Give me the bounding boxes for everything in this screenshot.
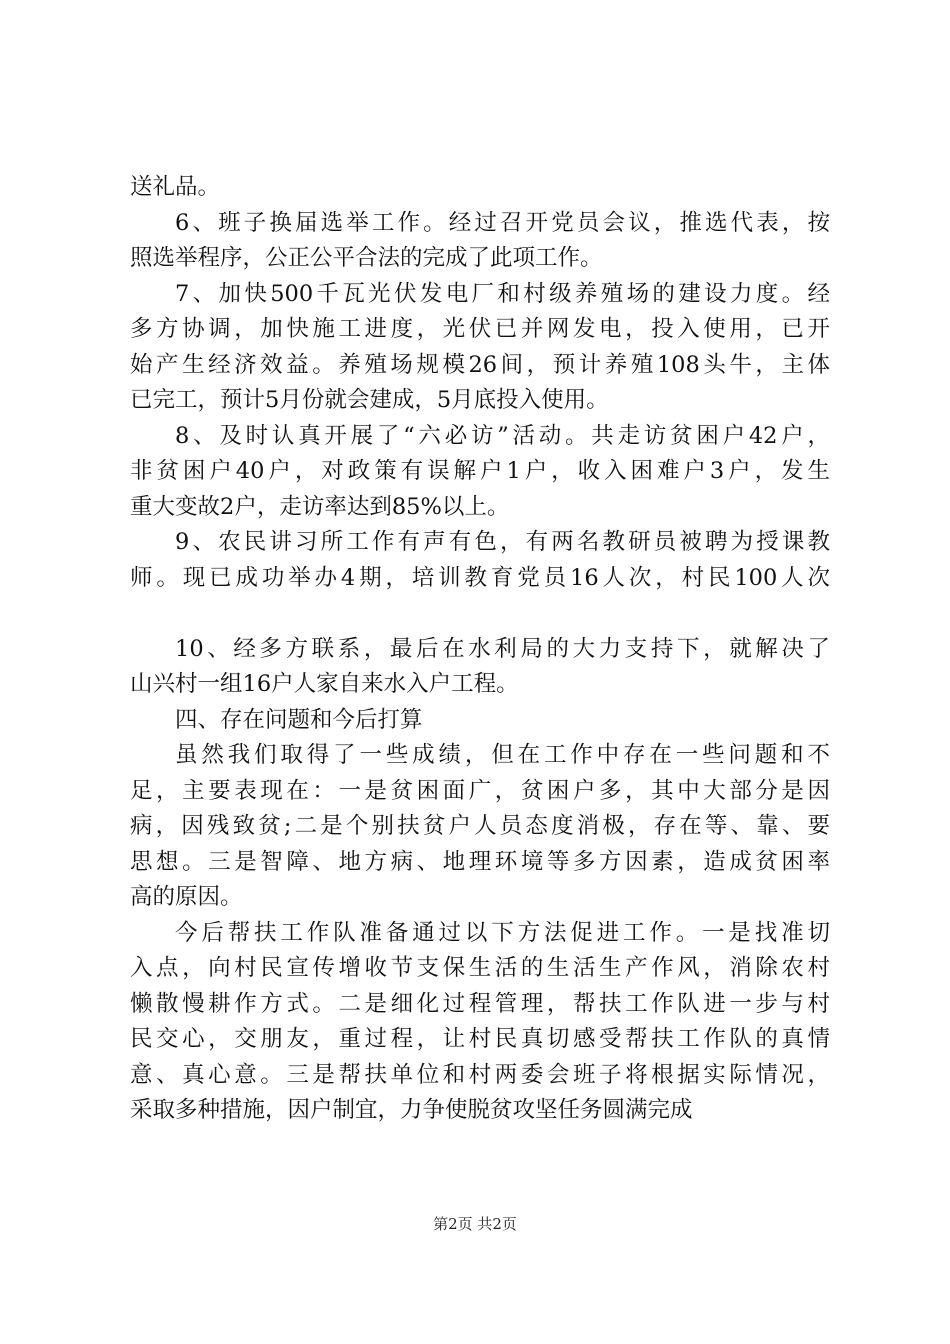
text-line: 重大变故2户，走访率达到85%以上。	[130, 493, 510, 520]
text-line: 已完工，预计5月份就会建成，5月底投入使用。	[130, 387, 609, 413]
text-line: 多方协调，加快施工进度，光伏已并网发电，投入使用，已开	[130, 316, 830, 342]
document-body	[130, 170, 830, 1129]
text-line: 今后帮扶工作队准备通过以下方法促进工作。一是找准切	[175, 919, 830, 946]
text-line: 非贫困户40户，对政策有误解户1户，收入困难户3户，发生	[130, 458, 830, 484]
text-line: 山兴村一组16户人家自来水入户工程。	[130, 671, 519, 697]
text-line: 送礼品。	[130, 174, 221, 200]
text-line: 懒散慢耕作方式。二是细化过程管理，帮扶工作队进一步与村	[130, 990, 830, 1017]
text-line: 虽然我们取得了一些成绩，但在工作中存在一些问题和不	[175, 742, 830, 768]
text-line: 入点，向村民宣传增收节支保生活的生活生产作风，消除农村	[130, 955, 830, 981]
page-footer: 第2页 共2页	[433, 1215, 517, 1233]
text-line: 民交心，交朋友，重过程，让村民真切感受帮扶工作队的真情	[130, 1026, 830, 1052]
text-line: 9、农民讲习所工作有声有色，有两名教研员被聘为授课教	[175, 529, 830, 555]
text-line: 10、经多方联系，最后在水利局的大力支持下，就解决了	[175, 635, 830, 662]
text-line: 采取多种措施，因户制宜，力争使脱贫攻坚任务圆满完成	[130, 1097, 693, 1123]
text-line: 意、真心意。三是帮扶单位和村两委会班子将根据实际情况，	[130, 1061, 830, 1088]
text-line: 7、加快500千瓦光伏发电厂和村级养殖场的建设力度。经	[175, 280, 830, 307]
text-line: 始产生经济效益。养殖场规模26间，预计养殖108头牛，主体	[130, 351, 830, 378]
text-line: 足，主要表现在：一是贫困面广，贫困户多，其中大部分是因	[130, 777, 830, 804]
text-line: 8、及时认真开展了“六必访”活动。共走访贫困户42户，	[175, 422, 830, 449]
blank-line	[130, 596, 830, 632]
text-line: 思想。三是智障、地方病、地理环境等多方因素，造成贫困率	[130, 848, 830, 875]
text-line: 6、班子换届选举工作。经过召开党员会议，推选代表，按	[175, 209, 830, 236]
text-line: 照选举程序，公正公平合法的完成了此项工作。	[130, 245, 603, 271]
text-line: 病，因残致贫;二是个别扶贫户人员态度消极，存在等、靠、要	[130, 813, 830, 839]
section-heading: 四、存在问题和今后打算	[175, 706, 423, 733]
text-line: 师。现已成功举办4期，培训教育党员16人次，村民100人次	[130, 564, 830, 591]
text-line: 高的原因。	[130, 884, 243, 910]
